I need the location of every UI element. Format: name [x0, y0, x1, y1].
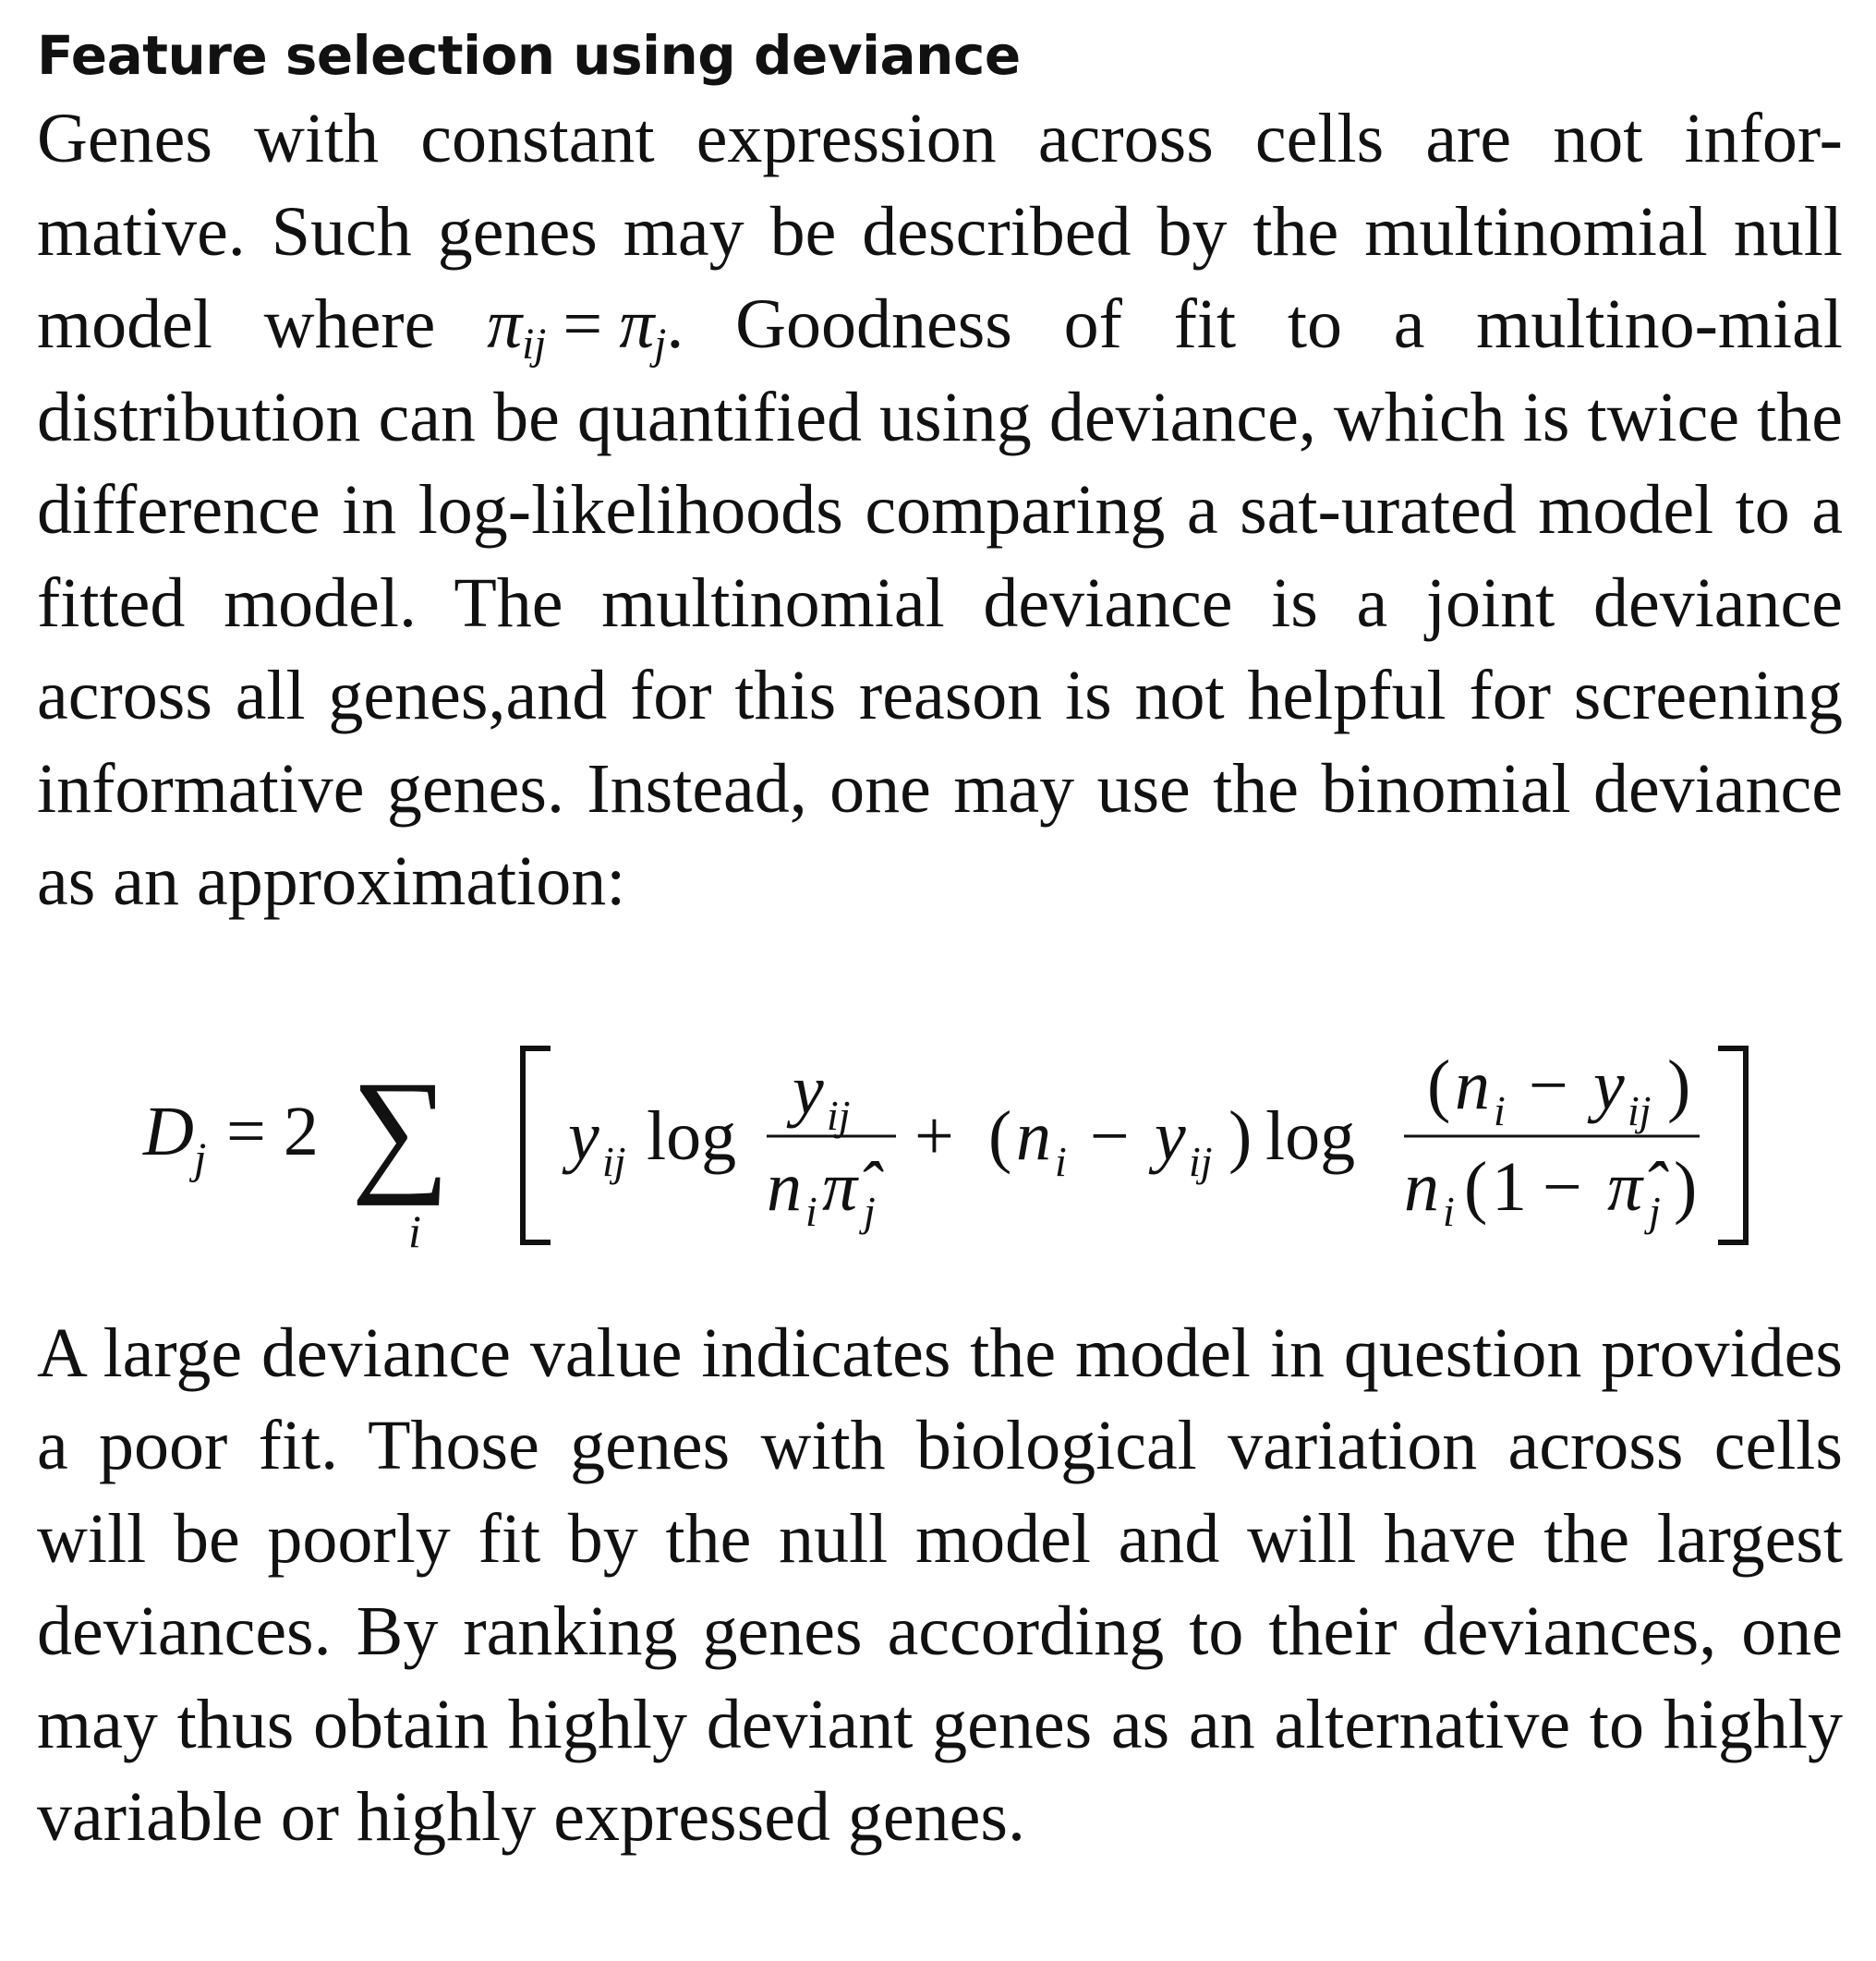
eq-frac2-num-open: ( [1427, 1046, 1451, 1124]
eq-y2: y [1155, 1096, 1186, 1175]
paragraph-intro-part1: Genes with constant expression across cells are not infor-mative. Such genes may be described by the multinomial null model where [37, 100, 1843, 363]
eq-frac2-den-close: ) [1674, 1147, 1698, 1226]
eq-log2: log [1265, 1096, 1356, 1175]
eq-sum-symbol: ∑ [351, 1052, 450, 1206]
binomial-deviance-equation [37, 928, 1843, 1307]
equation-svg [37, 928, 1843, 1307]
paragraph-intro-part2: . Goodness of fit to a multino-mial distribution can be quantified using deviance, which is twice the difference in log-likelihoods comparing a sat-urated model to a fitted model. The multinomial deviance is a joint deviance across all genes,and for this reason is not helpful for screening informative genes. Instead, one may use the binomial deviance as an approximation: [37, 285, 1843, 920]
eq-sum-index: i [408, 1204, 421, 1257]
eq-frac2-num-y: y [1593, 1046, 1625, 1124]
eq-n2-sub: i [1055, 1137, 1067, 1185]
eq-frac2-num-minus: − [1529, 1046, 1568, 1124]
eq-left-bracket [523, 1048, 551, 1242]
eq-plus: + [914, 1096, 954, 1175]
eq-d-sub: j [194, 1133, 207, 1183]
eq-frac2-den-one: 1 [1492, 1147, 1527, 1226]
paragraph-intro [37, 92, 1843, 928]
eq-frac1-den-pihat: π̂ [822, 1147, 858, 1226]
eq-paren1-open: ( [988, 1096, 1012, 1175]
eq-frac1-num-y: y [793, 1050, 824, 1129]
eq-frac1-den-i: i [805, 1187, 817, 1235]
article-page [37, 18, 1843, 1864]
eq-frac2-num-n: n [1455, 1046, 1490, 1124]
eq-frac2-den-open: ( [1464, 1147, 1488, 1226]
eq-frac1-den-n: n [767, 1147, 802, 1226]
eq-frac2-den-n: n [1404, 1147, 1439, 1226]
eq-equals-two: = 2 [226, 1092, 319, 1170]
eq-y1: y [568, 1096, 599, 1175]
inline-math-equals: = [563, 285, 603, 363]
paragraph-conclusion: A large deviance value indicates the model in question provides a poor fit. Those genes with biological variation across cells will be poorly fit by the null model and will have the largest deviances. By ranking genes according to their deviances, one may thus obtain highly deviant genes as an alternative to highly variable or highly expressed genes. [37, 1313, 1843, 1856]
eq-right-bracket [1718, 1048, 1746, 1242]
eq-n2: n [1016, 1096, 1051, 1175]
eq-frac2-den-pihat: π̂ [1607, 1147, 1643, 1226]
eq-frac2-num-close: ) [1667, 1046, 1691, 1124]
eq-frac2-den-i: i [1443, 1187, 1455, 1235]
eq-frac2-den-minus: − [1543, 1147, 1582, 1226]
eq-y1-sub: ij [602, 1137, 626, 1185]
eq-frac2-num-ij: ij [1628, 1086, 1652, 1134]
section-heading: Feature selection using deviance [37, 24, 1021, 87]
eq-frac2-num-i: i [1494, 1086, 1506, 1134]
inline-math-pi-ij: $\pi_{ij}$ [487, 285, 547, 369]
eq-frac1-den-j: j [864, 1187, 876, 1235]
eq-paren1-close: ) [1228, 1096, 1253, 1175]
eq-frac1-num-sub: ij [827, 1091, 851, 1139]
eq-log1: log [647, 1096, 737, 1175]
eq-frac2-den-j: j [1649, 1187, 1661, 1235]
inline-math-pi-j: $\pi_j$ [619, 285, 667, 369]
eq-minus1: − [1090, 1096, 1130, 1175]
eq-y2-sub: ij [1189, 1137, 1213, 1185]
eq-d: D [143, 1092, 194, 1170]
